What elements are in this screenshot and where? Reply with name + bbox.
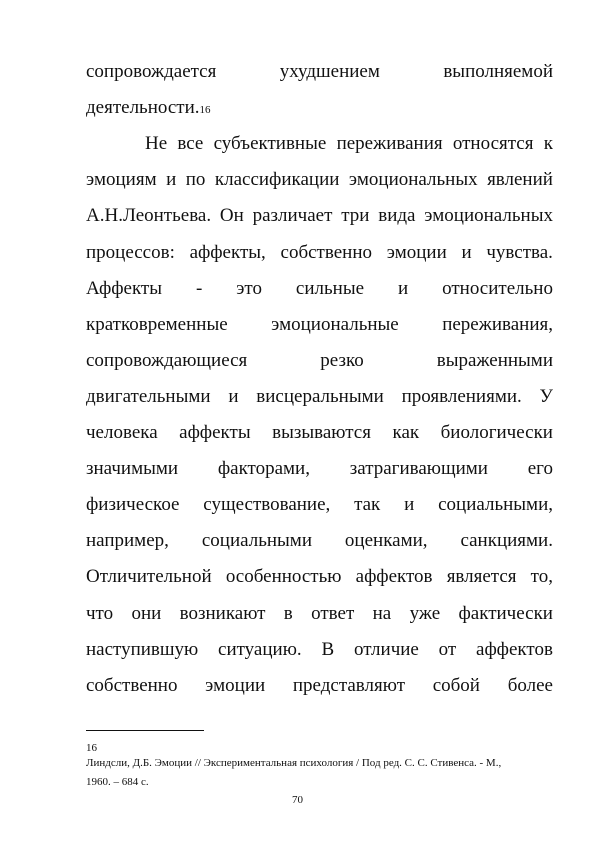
word: вызываются (272, 422, 371, 443)
word: ответ (311, 602, 355, 624)
word: аффектов (476, 638, 553, 660)
word: различает (252, 205, 333, 227)
word: выраженными (436, 349, 553, 371)
text-line (86, 313, 553, 337)
word: проявлениями. (401, 385, 522, 407)
word: что (86, 602, 114, 624)
word: все (177, 133, 204, 155)
text-line (86, 529, 553, 553)
text-line (86, 493, 553, 517)
word: переживания (336, 133, 443, 155)
word: двигательными (86, 385, 211, 407)
word: социальными, (438, 494, 553, 516)
word: фактически (458, 602, 553, 624)
text-line (86, 277, 553, 301)
word: В (321, 638, 335, 660)
text-line (86, 241, 553, 265)
word: субъективные (213, 133, 327, 155)
word: А.Н.Леонтьева. (86, 205, 212, 227)
footnote-text-line-2: 1960. – 684 с. (86, 776, 149, 788)
word: как (392, 422, 420, 443)
word: Не (145, 133, 168, 155)
word: аффекты (179, 422, 251, 443)
text-line (86, 60, 553, 84)
word: факторами, (217, 458, 310, 480)
word: и (228, 385, 239, 407)
word: отличие (353, 638, 419, 660)
text-line (86, 204, 553, 228)
word: - (195, 277, 203, 299)
word: аффекты, (189, 241, 266, 263)
word: уже (409, 602, 441, 624)
word: Аффекты (86, 277, 162, 299)
word: по (185, 169, 206, 191)
text-line (86, 638, 553, 662)
word: и (397, 277, 409, 299)
word: возникают (179, 602, 266, 624)
word: резко (320, 349, 364, 371)
footnote-separator (86, 730, 204, 731)
text-line (86, 602, 553, 626)
word: существование, (203, 494, 331, 516)
word: деятельности. (86, 97, 200, 119)
word: относительно (442, 277, 553, 299)
word: кратковременные (86, 313, 228, 335)
word: эмоциям (86, 169, 157, 191)
footnote-text-line-1: Линдсли, Д.Б. Эмоции // Экспериментальная психология / Под ред. С. С. Стивенса. - М., (86, 757, 502, 769)
word: эмоции (386, 241, 447, 263)
word: аффектов (355, 566, 433, 588)
text-line (86, 457, 553, 481)
text-line (86, 421, 553, 445)
text-line (86, 385, 553, 409)
word: к (543, 133, 553, 155)
word: классификации (214, 169, 340, 191)
word: относятся (452, 133, 534, 155)
footnote-number: 16 (86, 742, 97, 754)
word: переживания, (442, 313, 553, 335)
word: Он (219, 205, 244, 227)
word: сопровождается (86, 61, 217, 82)
word: чувства. (486, 241, 553, 263)
text-line: деятельности. 16 (86, 97, 211, 119)
word: сильные (295, 277, 365, 299)
word: то, (530, 566, 553, 588)
word: Отличительной (86, 566, 212, 588)
word: от (438, 638, 457, 660)
word: социальными (201, 530, 312, 552)
word: является (446, 566, 517, 588)
word: санкциями. (460, 530, 553, 552)
word: собственно (86, 674, 178, 696)
word: физическое (86, 494, 180, 516)
word: ухудшением (279, 61, 380, 82)
word: и (166, 169, 177, 191)
word: процессов: (86, 241, 175, 263)
word: представляют (292, 674, 405, 696)
word: наступившую (86, 638, 199, 660)
word: У (539, 385, 553, 407)
text-line (145, 132, 553, 156)
word: собственно (280, 241, 372, 263)
word: эмоциональные (271, 313, 399, 335)
word: и (461, 241, 472, 263)
word: например, (86, 530, 169, 552)
word: явлений (487, 169, 553, 191)
word: особенностью (225, 566, 342, 588)
word: и (404, 494, 415, 516)
word: биологически (440, 422, 553, 443)
word: так (354, 494, 381, 516)
word: более (507, 674, 553, 696)
word: эмоциональных (348, 169, 478, 191)
word: три (341, 205, 370, 227)
text-line (86, 349, 553, 373)
word: сопровождающиеся (86, 349, 248, 371)
word: эмоции (205, 674, 266, 696)
word: человека (86, 422, 158, 443)
word: его (527, 458, 553, 480)
word: затрагивающими (349, 458, 488, 480)
word: ситуацию. (218, 638, 302, 660)
word: значимыми (86, 458, 179, 480)
text-line (86, 674, 553, 698)
word: выполняемой (443, 61, 553, 82)
word: вида (378, 205, 416, 227)
word: на (372, 602, 392, 624)
word: оценками, (344, 530, 428, 552)
text-line (86, 565, 553, 589)
word: это (236, 277, 262, 299)
text-line (86, 168, 553, 192)
word: собой (432, 674, 480, 696)
word: в (283, 602, 293, 624)
word: эмоциональных (424, 205, 553, 227)
word: висцеральными (256, 385, 384, 407)
page-number: 70 (292, 794, 303, 806)
word: они (131, 602, 162, 624)
